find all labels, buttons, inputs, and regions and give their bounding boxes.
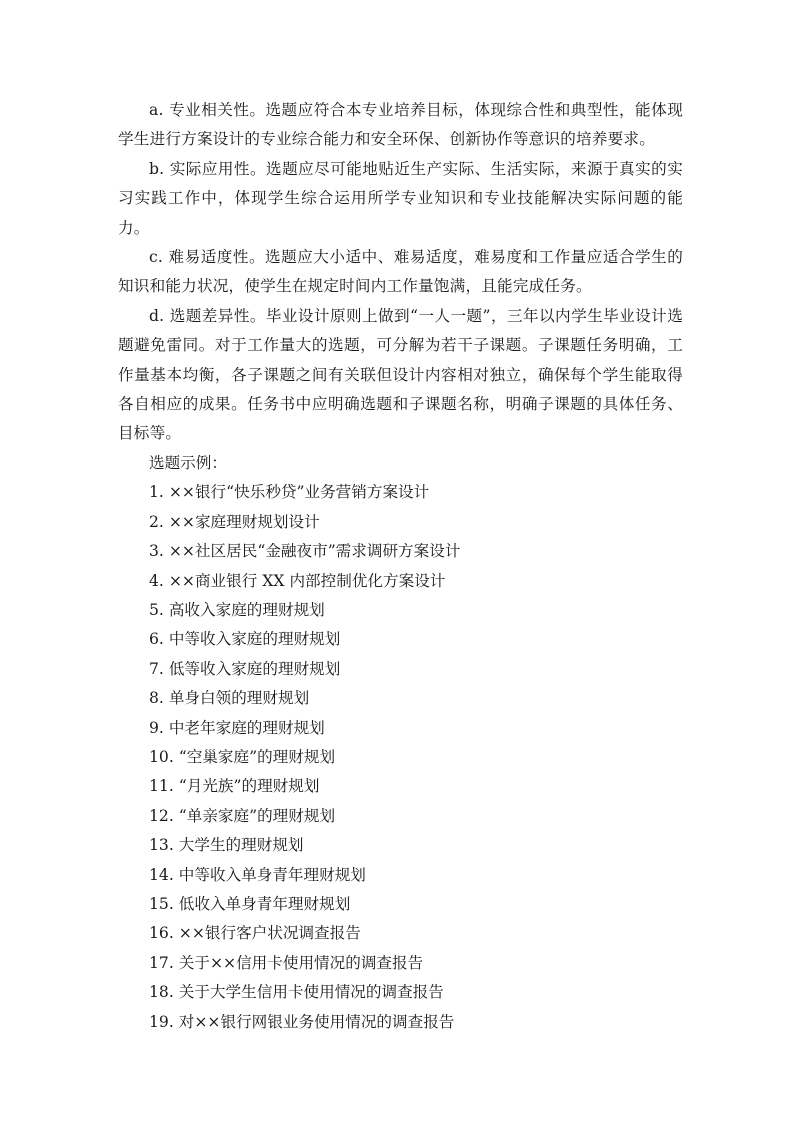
list-item: 14. 中等收入单身青年理财规划 — [149, 865, 366, 884]
criterion-practical-application: b. 实际应用性。选题应尽可能地贴近生产实际、生活实际，来源于真实的实习实践工作中，体现学生综合运用所学专业知识和专业技能解决实际问题的能力。 — [118, 159, 683, 237]
list-item: 1. ××银行“快乐秒贷”业务营销方案设计 — [149, 483, 430, 502]
list-item: 5. 高收入家庭的理财规划 — [149, 600, 325, 619]
list-item: 9. 中老年家庭的理财规划 — [149, 718, 325, 737]
list-item: 7. 低等收入家庭的理财规划 — [149, 659, 341, 678]
criterion-professional-relevance: a. 专业相关性。选题应符合本专业培养目标，体现综合性和典型性，能体现学生进行方案设计的专业综合能力和安全环保、创新协作等意识的培养要求。 — [118, 101, 683, 149]
document-page — [118, 96, 683, 1037]
list-item: 17. 关于××信用卡使用情况的调查报告 — [149, 953, 424, 972]
list-item: 3. ××社区居民“金融夜市”需求调研方案设计 — [149, 542, 461, 561]
list-item: 19. 对××银行网银业务使用情况的调查报告 — [149, 1012, 455, 1031]
examples-heading: 选题示例： — [149, 453, 227, 472]
list-item: 6. 中等收入家庭的理财规划 — [149, 630, 341, 649]
list-item: 15. 低收入单身青年理财规划 — [149, 894, 351, 913]
list-item: 2. ××家庭理财规划设计 — [149, 512, 320, 531]
list-item: 18. 关于大学生信用卡使用情况的调查报告 — [149, 983, 444, 1002]
list-item: 13. 大学生的理财规划 — [149, 836, 304, 855]
criterion-difficulty: c. 难易适度性。选题应大小适中、难易适度，难易度和工作量应适合学生的知识和能力状况，使学生在规定时间内工作量饱满，且能完成任务。 — [118, 248, 683, 296]
list-item: 16. ××银行客户状况调查报告 — [149, 924, 361, 943]
examples-list — [118, 478, 683, 1037]
list-item: 10. “空巢家庭”的理财规划 — [149, 747, 336, 766]
criterion-topic-uniqueness: d. 选题差异性。毕业设计原则上做到“一人一题”，三年以内学生毕业设计选题避免雷同。对于工作量大的选题，可分解为若干子课题。子课题任务明确，工作量基本均衡，各子课题之间有关联但设计内容相对独立，确保每个学生能取得各自相应的成果。任务书中应明确选题和子课题名称，明确子课题的具体任务、目标等。 — [118, 306, 683, 443]
list-item: 12. “单亲家庭”的理财规划 — [149, 806, 336, 825]
list-item: 11. “月光族”的理财规划 — [149, 777, 320, 796]
list-item: 8. 单身白领的理财规划 — [149, 689, 310, 708]
list-item: 4. ××商业银行 XX 内部控制优化方案设计 — [149, 571, 446, 590]
